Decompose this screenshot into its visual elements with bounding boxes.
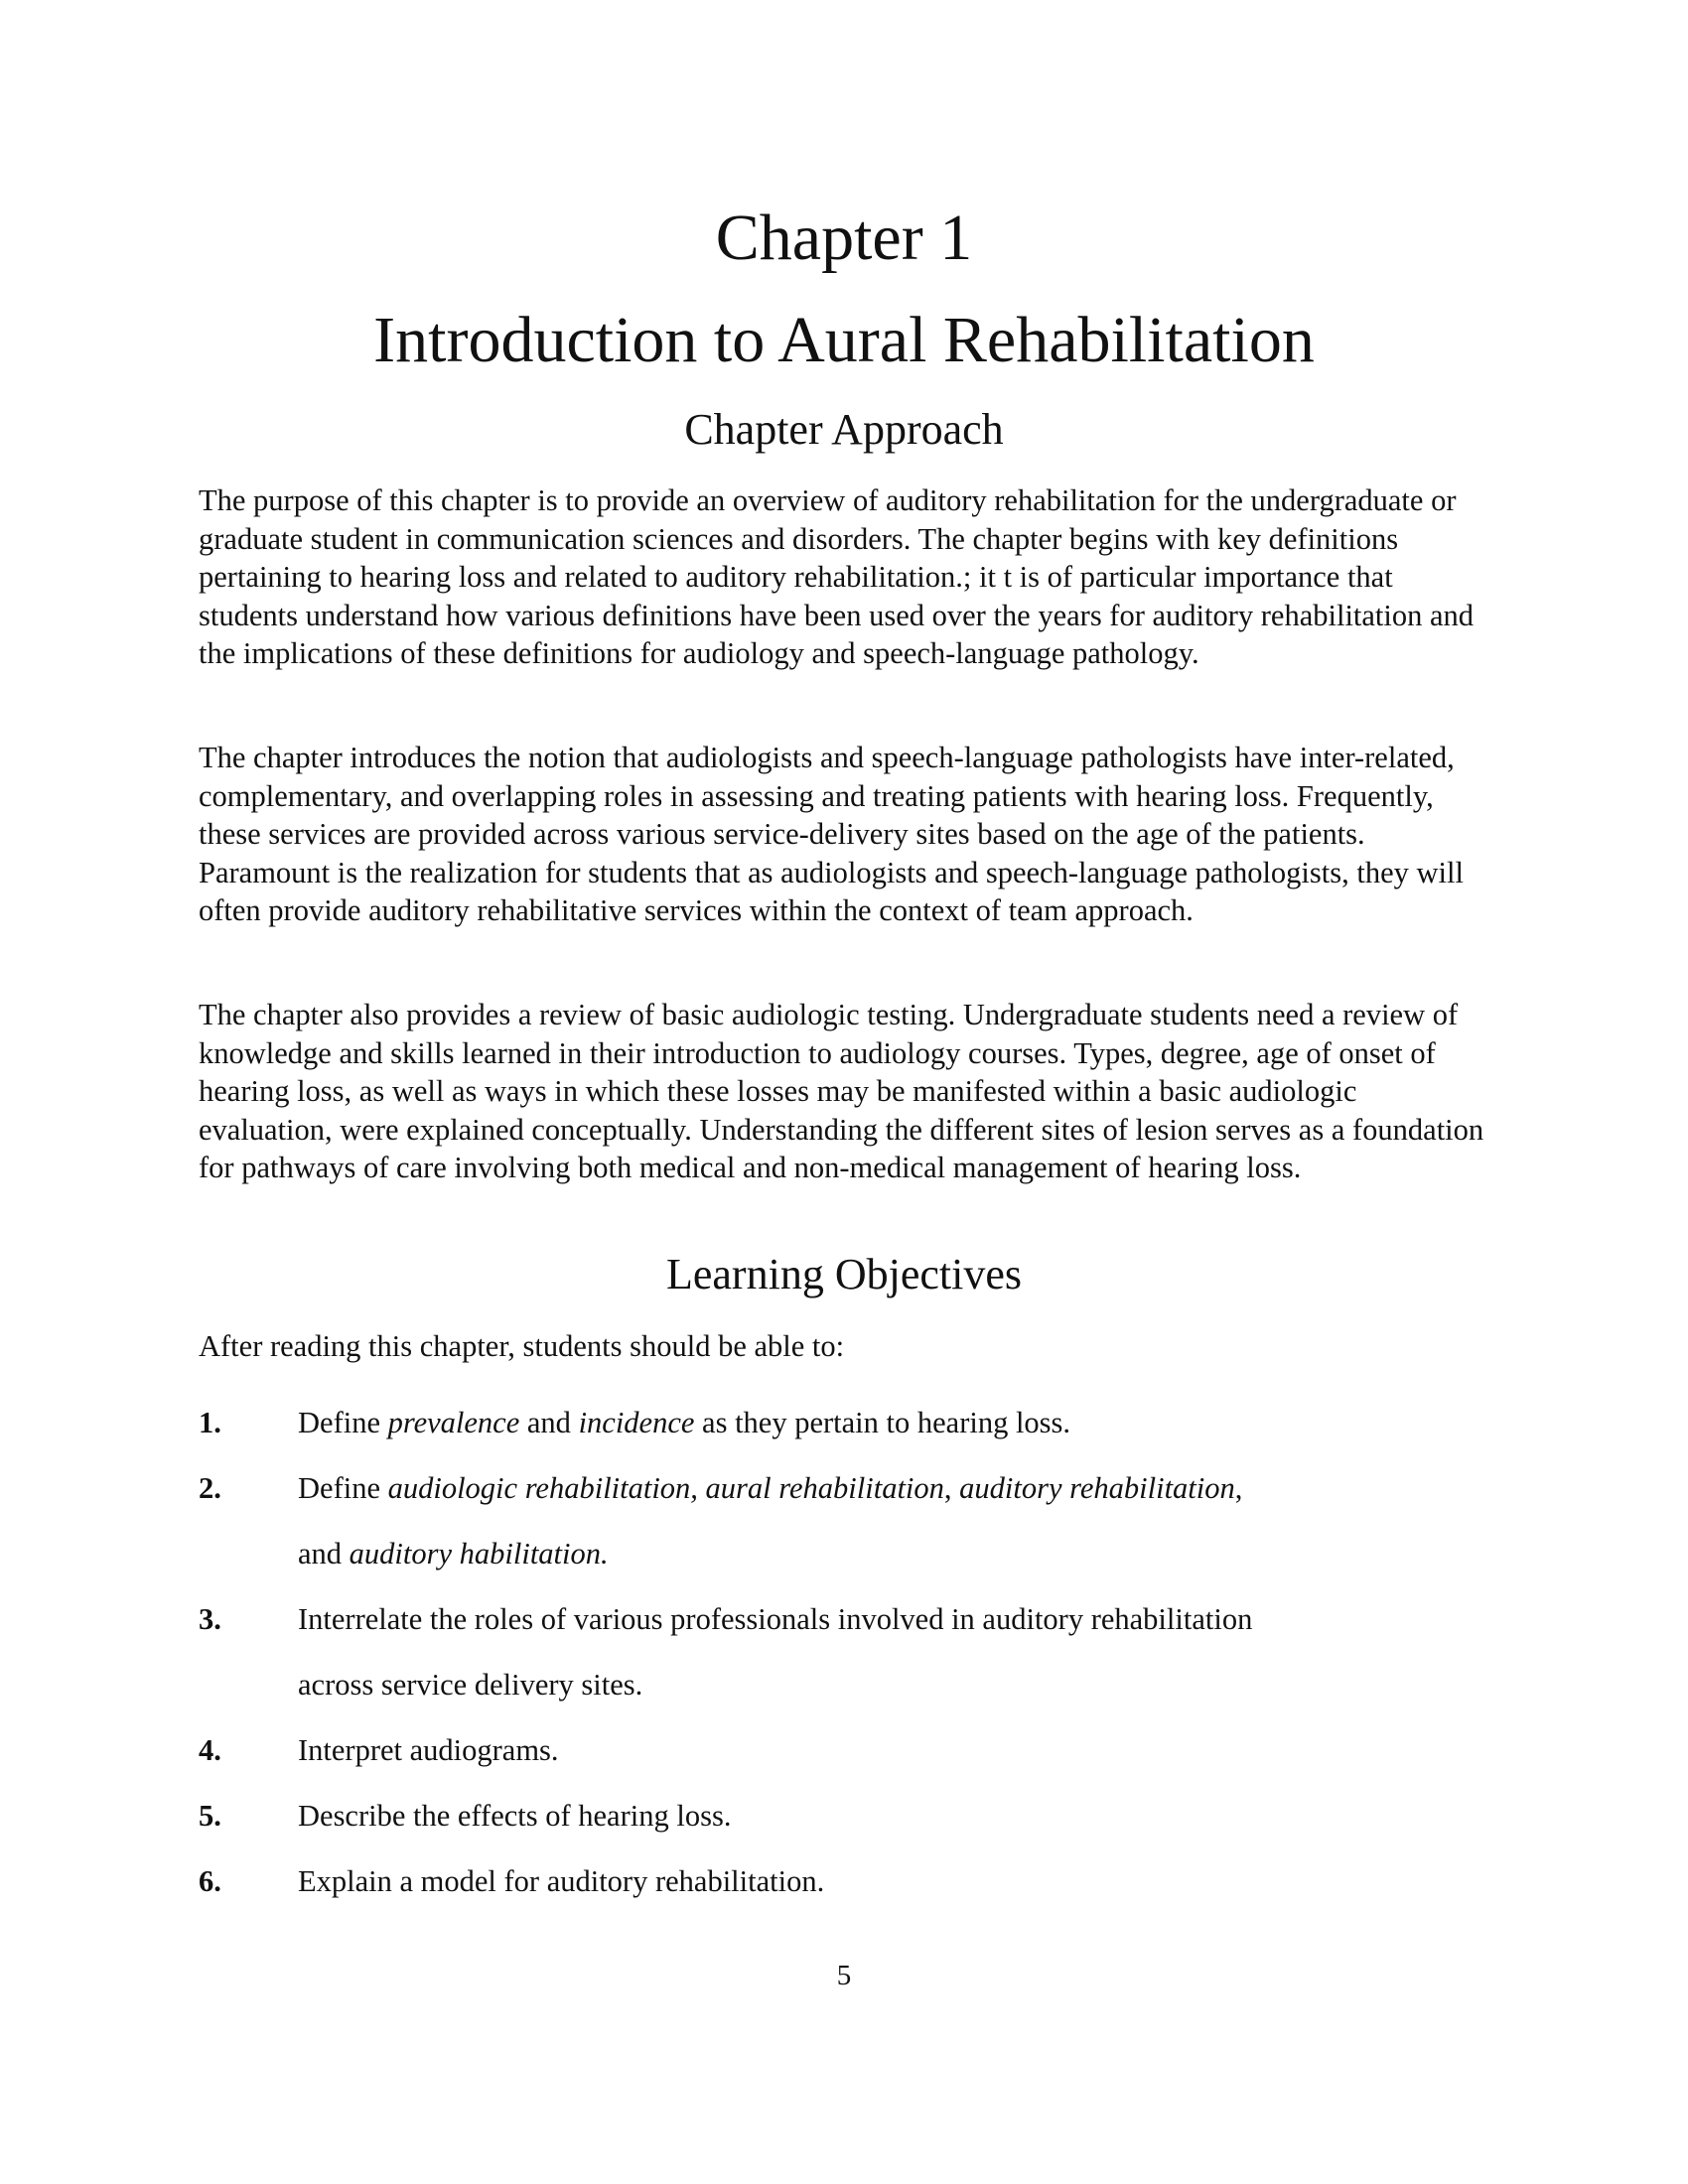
objective-text: Define (298, 1471, 388, 1505)
objectives-list (199, 1390, 1489, 1914)
objective-text: Explain a model for auditory rehabilitation. (298, 1864, 825, 1898)
objective-item-1 (199, 1390, 1489, 1455)
approach-paragraph-2: The chapter introduces the notion that audiologists and speech-language pathologists have inter-related, complementary, and overlapping roles in assessing and treating patients with hearing loss. Frequently, these services are provided across various service-delivery sites based on the age of the patients. Paramount is the realization for students that as audiologists and speech-language pathologists, they will often provide auditory rehabilitative services within the context of team approach. (199, 741, 1464, 928)
objective-item-2 (199, 1455, 1489, 1586)
objective-line: Interrelate the roles of various professionals involved in auditory rehabilitation (298, 1602, 1253, 1636)
objective-term: incidence (578, 1406, 695, 1439)
objective-item-4 (199, 1717, 1489, 1783)
objective-text: and (519, 1406, 579, 1439)
chapter-approach-heading: Chapter Approach (684, 405, 1004, 454)
approach-paragraph-3: The chapter also provides a review of basic audiologic testing. Undergraduate students need a review of knowledge and skills learned in their introduction to audiology courses. Types, degree, age of onset of hearing loss, as well as ways in which these losses may be manifested within a basic audiologic evaluation, were explained conceptually. Understanding the different sites of lesion serves as a foundation for pathways of care involving both medical and non-medical management of hearing loss. (199, 998, 1484, 1185)
objective-item-5 (199, 1783, 1489, 1848)
objective-item-3 (199, 1586, 1489, 1717)
objectives-intro: After reading this chapter, students should be able to: (199, 1329, 845, 1363)
objective-line: across service delivery sites. (298, 1668, 643, 1702)
objective-term: audiologic rehabilitation, aural rehabilitation (387, 1471, 944, 1505)
objective-line (298, 1455, 1489, 1521)
objective-item-6 (199, 1848, 1489, 1914)
objective-number: 5. (199, 1799, 221, 1833)
learning-objectives-heading: Learning Objectives (666, 1250, 1022, 1298)
objective-text: Interpret audiograms. (298, 1733, 559, 1767)
objective-text: Describe the effects of hearing loss. (298, 1799, 732, 1833)
chapter-title: Introduction to Aural Rehabilitation (373, 304, 1315, 376)
objective-number: 1. (199, 1406, 221, 1439)
objective-text: and (298, 1537, 350, 1570)
objective-text: , (943, 1471, 960, 1505)
approach-paragraph-1: The purpose of this chapter is to provide an overview of auditory rehabilitation for the undergraduate or graduate student in communication sciences and disorders. The chapter begins with key definitions pertaining to hearing loss and related to auditory rehabilitation.; it t is of particular importance that students understand how various definitions have been used over the years for auditory rehabilitation and the implications of these definitions for audiology and speech-language pathology. (199, 483, 1475, 671)
objective-term: auditory habilitation. (349, 1537, 609, 1570)
objective-term: auditory rehabilitation (959, 1471, 1235, 1505)
objective-text: Define (298, 1406, 388, 1439)
objective-number: 6. (199, 1864, 221, 1898)
objective-number: 4. (199, 1733, 221, 1767)
objective-number: 2. (199, 1471, 221, 1505)
chapter-number: Chapter 1 (715, 202, 973, 274)
objective-line (298, 1521, 1489, 1586)
page-number: 5 (836, 1960, 852, 1991)
objective-term: prevalence (387, 1406, 520, 1439)
objective-text: , (1234, 1471, 1243, 1505)
objective-number: 3. (199, 1602, 221, 1636)
objective-text: as they pertain to hearing loss. (694, 1406, 1071, 1439)
